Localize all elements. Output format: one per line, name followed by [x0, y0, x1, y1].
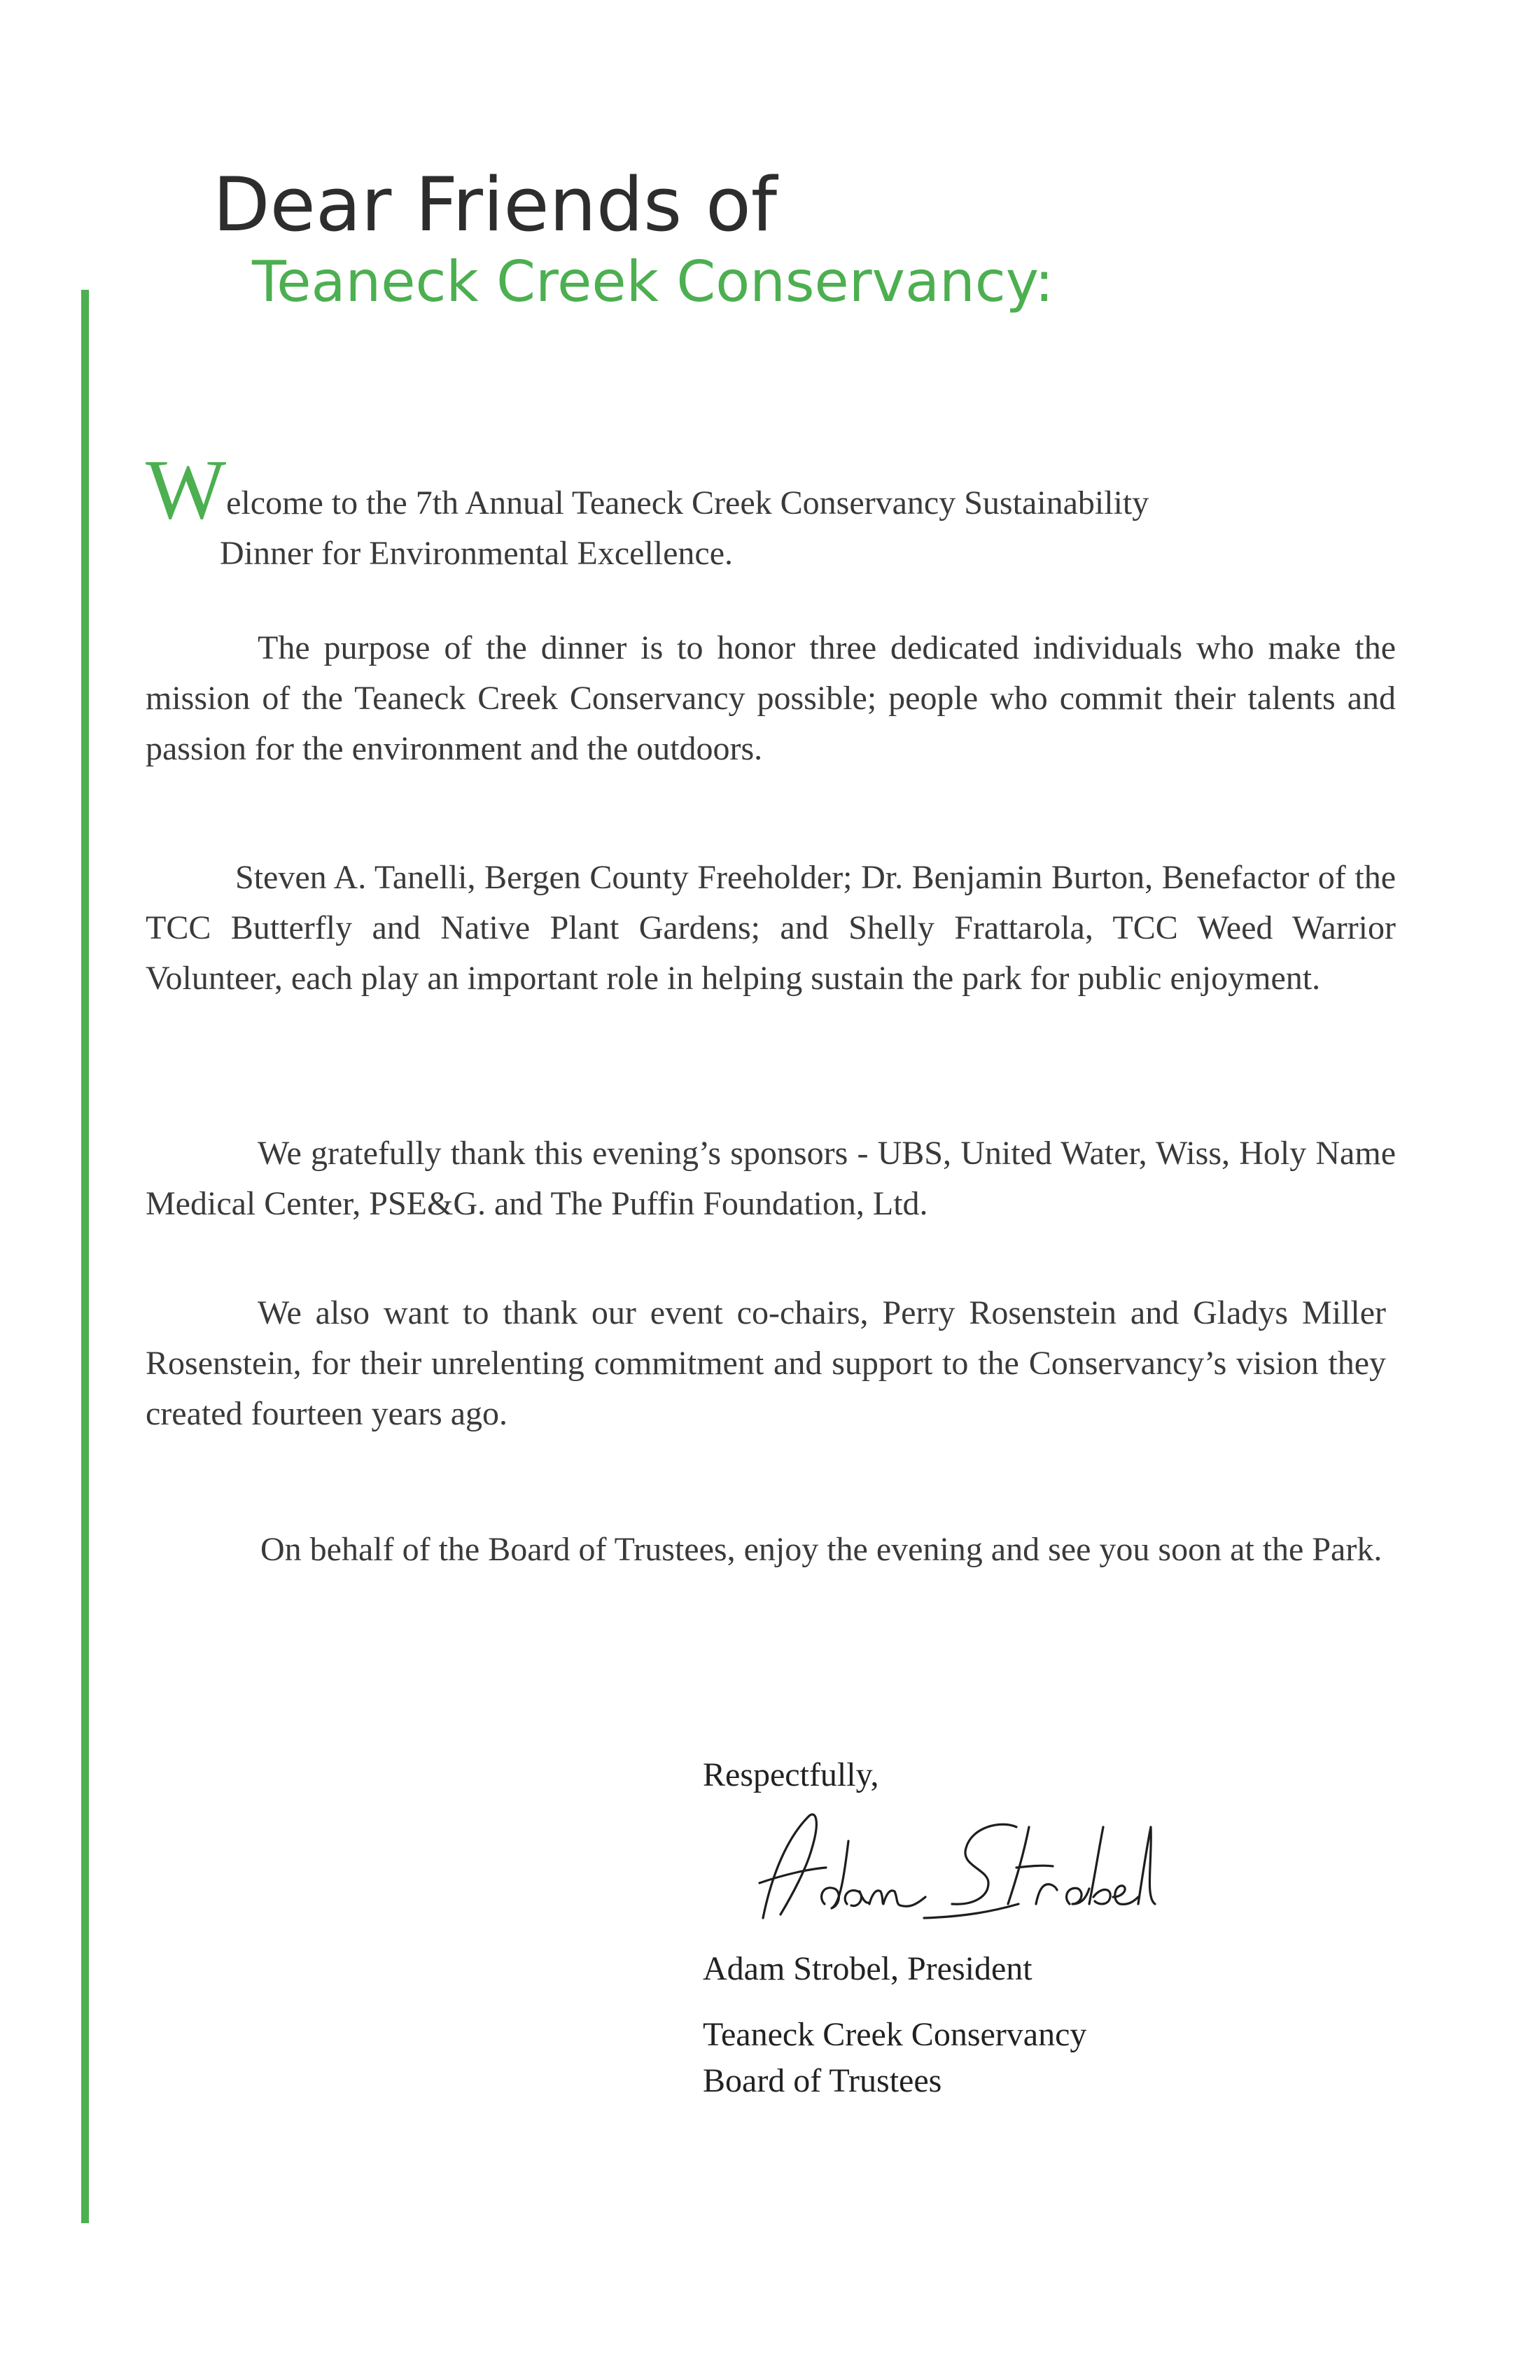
letter-heading-line2: Teaneck Creek Conservancy:: [252, 249, 1054, 314]
paragraph-co-chairs: We also want to thank our event co-chairs, Perry Rosenstein and Gladys Miller Rosenstein, for their unrelenting commitment and support to the Conservancy’s vision they created fourteen years ago.: [146, 1294, 1386, 1432]
paragraph-purpose: The purpose of the dinner is to honor three dedicated individuals who make the mission of the Teaneck Creek Conservancy possible; people who commit their talents and passion for the environment and the outdoors.: [146, 629, 1396, 767]
paragraph-closing-wish: On behalf of the Board of Trustees, enjoy the evening and see you soon at the Park.: [260, 1531, 1382, 1568]
welcome-line1: elcome to the 7th Annual Teaneck Creek Conservancy Sustainability: [226, 484, 1149, 522]
accent-bar: [81, 290, 89, 2223]
welcome-line2: Dinner for Environmental Excellence.: [220, 535, 734, 572]
welcome-paragraph: [146, 442, 1406, 579]
drop-cap: W: [146, 442, 227, 537]
paragraph-sponsors: We gratefully thank this evening’s sponsors - UBS, United Water, Wiss, Holy Name Medical Center, PSE&G. and The Puffin Foundation, Ltd.: [146, 1135, 1396, 1222]
signer-name-title: Adam Strobel, President: [703, 1950, 1032, 1987]
handwritten-signature: [742, 1799, 1162, 1939]
signer-organization: Teaneck Creek Conservancy: [703, 2016, 1087, 2053]
letter-heading-line1: Dear Friends of: [213, 162, 778, 248]
paragraph-honorees: Steven A. Tanelli, Bergen County Freeholder; Dr. Benjamin Burton, Benefactor of the TCC Butterfly and Native Plant Gardens; and Shelly Frattarola, TCC Weed Warrior Volunteer, each play an important role in helping sustain the park for public enjoyment.: [146, 859, 1396, 997]
signer-board: Board of Trustees: [703, 2062, 942, 2099]
closing-salutation: Respectfully,: [703, 1756, 879, 1793]
signature-block: [703, 1946, 1086, 2104]
